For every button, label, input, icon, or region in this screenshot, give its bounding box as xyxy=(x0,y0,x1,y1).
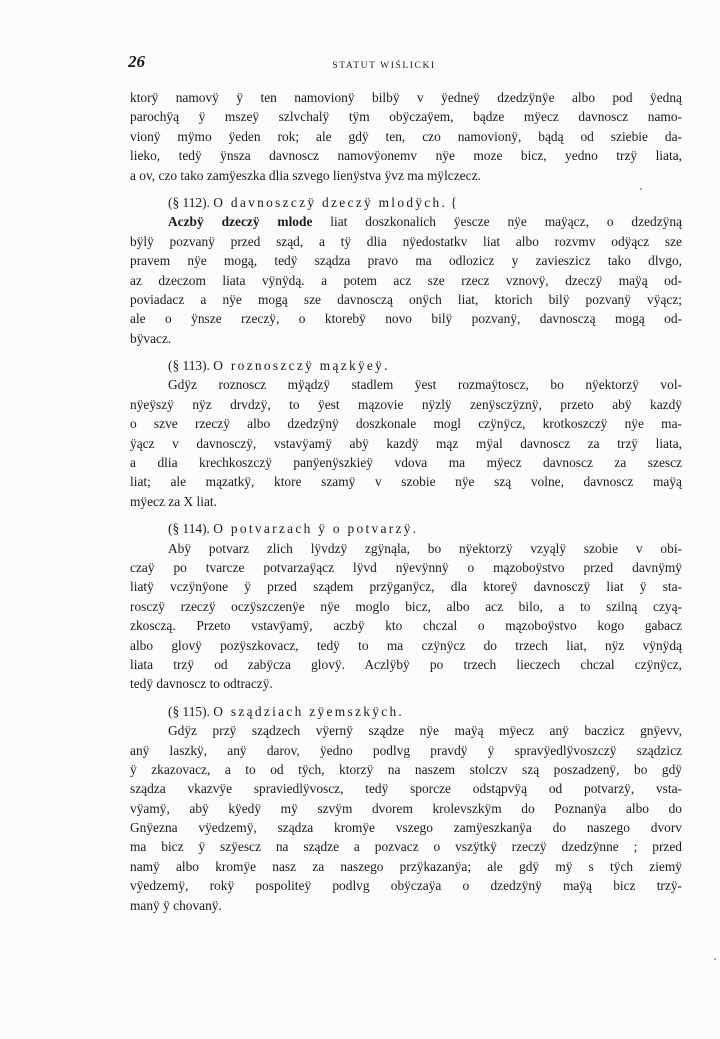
text-line: o szve rzeczÿ albo dzedzÿnÿ doszkonale mogl czÿnÿcz, krotkoszczÿ nÿe ma- xyxy=(130,416,682,432)
text-line: poviadacz a nÿe mogą sze davnosczą onÿch liat, ktorich bilÿ pozvanÿ vÿącz; xyxy=(130,291,682,307)
scan-speck xyxy=(714,958,716,960)
text-line: Aczbÿ dzeczÿ mlode liat doszkonalich ÿescze nÿe maÿącz, o dzedzÿną xyxy=(168,214,682,230)
section-title: O sządziach zÿemszkÿch. xyxy=(213,703,405,719)
section-number: (§ 115). xyxy=(168,703,214,719)
section-cont xyxy=(130,88,682,185)
text-line: bÿvacz. xyxy=(130,330,172,346)
section-s112 xyxy=(130,193,682,348)
text-line: mÿecz za X liat. xyxy=(130,493,217,509)
section-s113 xyxy=(130,356,682,511)
text-line: rosczÿ rzeczÿ oczÿszczenÿe nÿe moglo bicz, albo acz bilo, a to szilną czyą- xyxy=(130,598,682,614)
text-line: czaÿ po tvarcze potvarzaÿącz lÿvd nÿevÿnnÿ o mązoboÿstvo przed davnÿmÿ xyxy=(130,559,682,575)
text-line: bÿlÿ pozvanÿ przed sząd, a tÿ dlia nÿedostatkv liat albo rozvmv odÿącz sze xyxy=(130,233,682,249)
section-heading xyxy=(130,519,682,538)
text-line: Abÿ potvarz zlich lÿvdzÿ zgÿnąla, bo nÿektorzÿ vzyąlÿ szobie v obi- xyxy=(168,540,682,556)
text-line: a dlia krechkoszczÿ panÿenÿszkieÿ vdova ma mÿecz davnoscz za szescz xyxy=(130,455,682,471)
text-line: ÿ zkazovacz, a to od tÿch, ktorzÿ na naszem stolczv szą poszadzenÿ, bo gdÿ xyxy=(130,761,682,777)
text-line: Gdÿz roznoscz mÿądzÿ stadlem ÿest rozmaÿtoscz, bo nÿektorzÿ vol- xyxy=(168,377,682,393)
text-line: vionÿ mÿmo ÿeden rok; ale gdÿ ten, czo namovionÿ, bądą od sziebie da- xyxy=(130,128,682,144)
text-line: nÿeÿszÿ nÿz drvdzÿ, to ÿest mązovie nÿzlÿ zenÿsczÿznÿ, przeto abÿ kazdÿ xyxy=(130,396,682,412)
page-number: 26 xyxy=(128,52,145,71)
section-heading-mark: { xyxy=(447,194,457,210)
text-line: manÿ ÿ chovanÿ. xyxy=(130,897,222,913)
text-line: liatÿ vczÿnÿone ÿ przed sządem przÿganÿcz, dla ktoreÿ davnosczÿ liat ÿ sta- xyxy=(130,579,682,595)
text-line: namÿ albo kromÿe nasz za naszego przÿkazanÿa; ale gdÿ mÿ s tÿch ziemÿ xyxy=(130,858,682,874)
text-line: zkosczą. Przeto vstavÿamÿ, aczbÿ kto chczal o mązoboÿstvo kogo gabacz xyxy=(130,618,682,634)
text-line: ÿącz v davnosczÿ, vstavÿamÿ abÿ kazdÿ mąz mÿal davnoscz za trzÿ liata, xyxy=(130,435,682,451)
text-line: tedÿ davnoscz to odtraczÿ. xyxy=(130,676,273,692)
text-line: vÿedzemÿ, rokÿ pospoliteÿ podlvg obÿczaÿa o dzedzÿnÿ maÿą bicz trzÿ- xyxy=(130,878,682,894)
section-s114 xyxy=(130,519,682,694)
text-line: liata trzÿ od zabÿcza glovÿ. Aczlÿbÿ po trzech lieczech chczal czÿnÿcz, xyxy=(130,656,682,672)
text-line: az dzeczom liata vÿnÿdą. a potem acz sze rzecz vznovÿ, dzeczÿ maÿą od- xyxy=(130,272,682,288)
bold-lead: Aczbÿ dzeczÿ mlode xyxy=(168,214,313,230)
section-heading xyxy=(130,193,682,212)
section-title: O davnoszczÿ dzeczÿ mlodÿch. xyxy=(213,194,448,210)
text-line: ma bicz ÿ szÿescz na sządze a pozvacz o vszÿtkÿ rzeczÿ dzedzÿnne ; przed xyxy=(130,839,682,855)
text-line: pravem nÿe mogą, tedÿ sządza pravo ma odlozicz y zavieszicz tako dlvgo, xyxy=(130,253,682,269)
text-line: sządza vkazvÿe spraviedlÿvoscz, tedÿ sporcze odstąpvÿą od potvarzÿ, vsta- xyxy=(130,781,682,797)
text-line: liat; ale mązatkÿ, ktore szamÿ v szobie nÿe szą volne, davnoscz maÿą xyxy=(130,474,682,490)
section-title: O roznoszczÿ mązkÿeÿ. xyxy=(213,358,390,374)
text-line: Gnÿezna vÿedzemÿ, sządza kromÿe vszego zamÿeszkanÿa do naszego dvorv xyxy=(130,820,682,836)
text-body xyxy=(130,88,682,915)
section-number: (§ 112). xyxy=(168,194,214,210)
text-line: anÿ laszkÿ, anÿ darov, ÿedno podlvg pravdÿ ÿ spravÿedlÿvoszczÿ sządzicz xyxy=(130,742,682,758)
text-line: vÿamÿ, abÿ kÿedÿ mÿ szvÿm dvorem krolevszkÿm do Poznanÿa albo do xyxy=(130,800,682,816)
scan-speck xyxy=(640,188,642,190)
section-title: O potvarzach ÿ o potvarzÿ. xyxy=(213,521,419,537)
section-s115 xyxy=(130,702,682,915)
text-line: Gdÿz przÿ sządzech vÿernÿ sządze nÿe maÿą mÿecz anÿ baczicz gnÿevv, xyxy=(168,723,682,739)
running-title: STATUT WIŚLICKI xyxy=(332,61,436,71)
text-line: parochÿą ÿ mszeÿ szlvchalÿ tÿm obÿczaÿem, bądze mÿecz davnoscz namo- xyxy=(130,109,682,125)
text-line: a ov, czo tako zamÿeszka dlia szvego lienÿstva ÿvz ma mÿlczecz. xyxy=(130,167,481,183)
text-line: ale o ÿnsze rzeczÿ, o ktorebÿ novo bilÿ pozvanÿ, davnosczą mogą od- xyxy=(130,311,682,327)
section-number: (§ 113). xyxy=(168,358,214,374)
section-number: (§ 114). xyxy=(168,521,214,537)
text-line: lieko, tedÿ ÿnsza davnoscz namovÿonemv nÿe moze bicz, yedno trzÿ liata, xyxy=(130,148,682,164)
text-line: albo glovÿ pozÿszkovacz, tedÿ to ma czÿnÿcz do trzech liat, nÿz vÿnÿdą xyxy=(130,637,682,653)
section-heading xyxy=(130,356,682,375)
text-line: ktorÿ namovÿ ÿ ten namovionÿ bilbÿ v ÿedneÿ dzedzÿnÿe albo pod ÿedną xyxy=(130,90,682,105)
section-heading xyxy=(130,702,682,721)
